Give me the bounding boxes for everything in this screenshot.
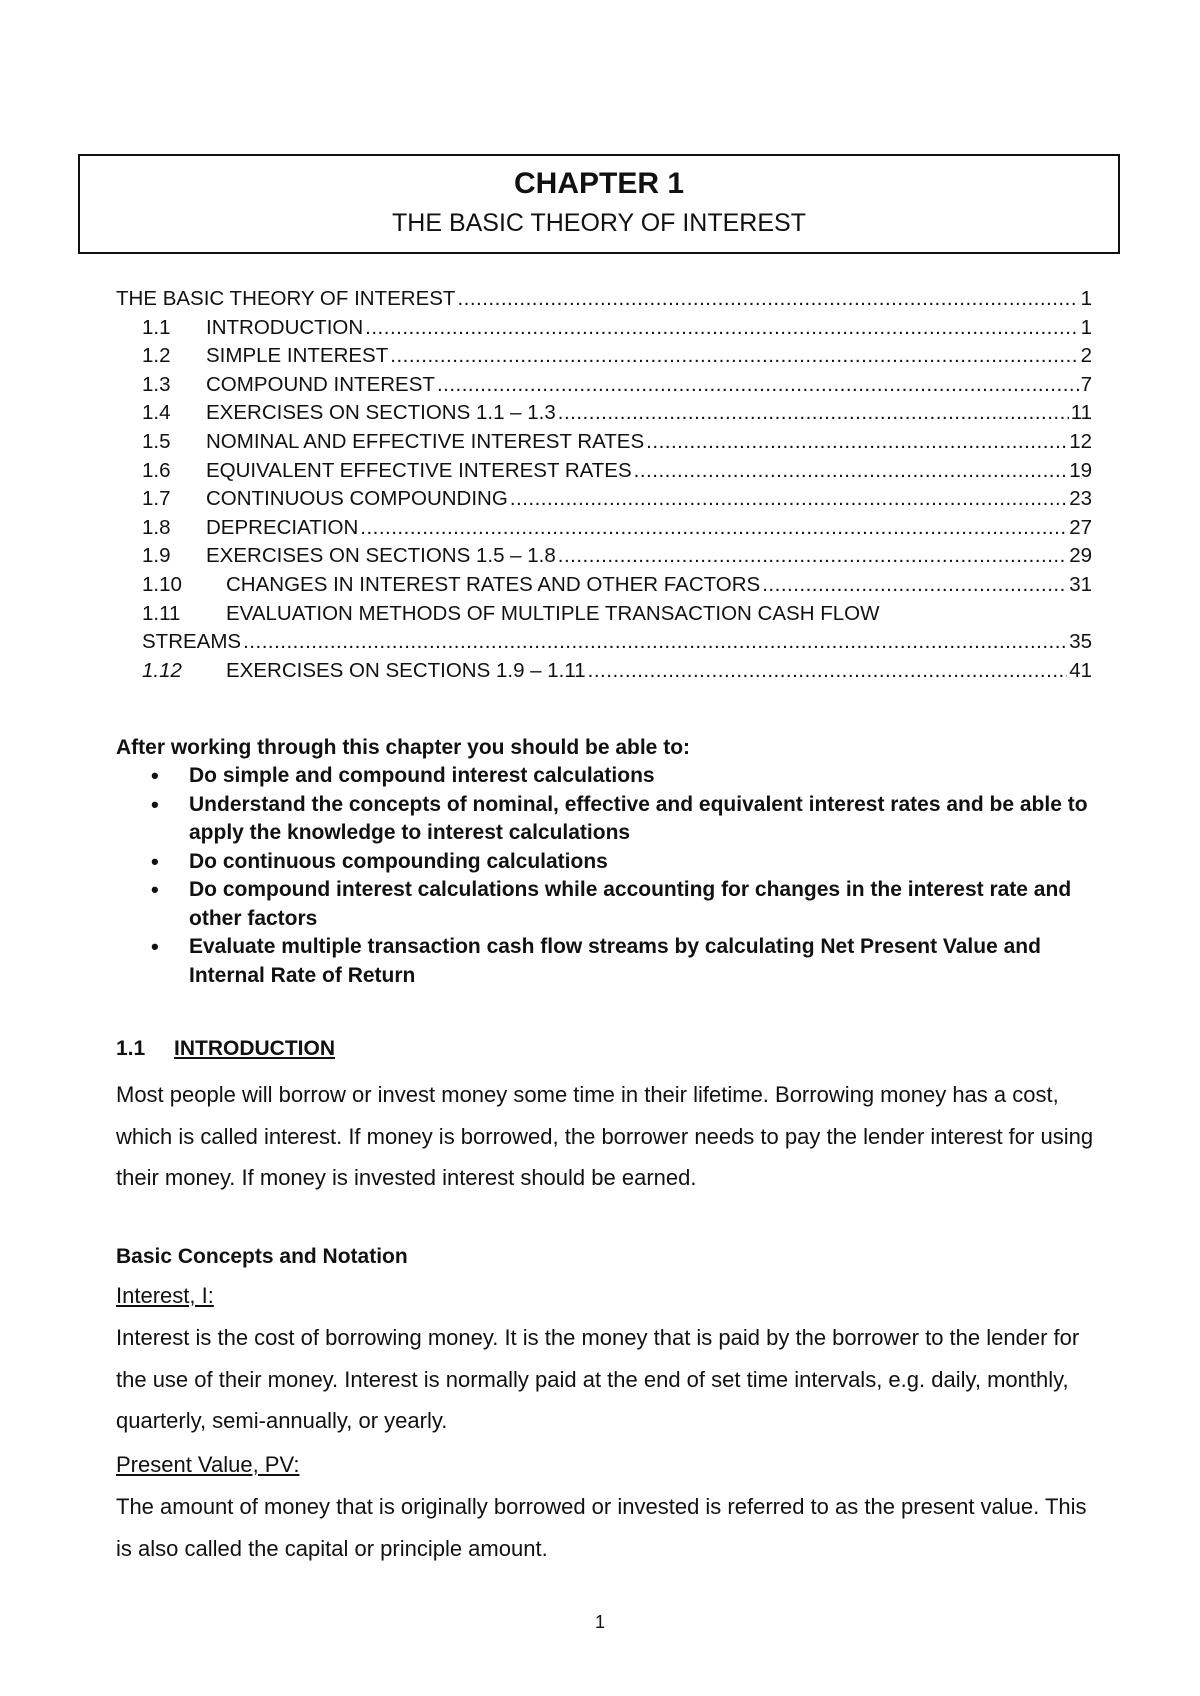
- toc-entry[interactable]: [116, 314, 1092, 343]
- toc-entry-number: 1.2: [142, 344, 171, 368]
- objective-item: [116, 933, 1096, 990]
- toc-entry-title: STREAMS: [142, 630, 242, 654]
- bullet-icon: •: [151, 791, 159, 817]
- present-value-paragraph: The amount of money that is originally borrowed or invested is referred to as the present value. This is also called the capital or principle amount.: [116, 1494, 1087, 1561]
- toc-entry-number: 1.10: [142, 572, 182, 596]
- toc-leader-dots: [360, 514, 1067, 543]
- toc-entry-number: 1.3: [142, 372, 171, 396]
- section-number: 1.1: [116, 1037, 146, 1060]
- bullet-icon: •: [151, 934, 159, 959]
- toc-leader-dots: [243, 628, 1067, 657]
- interest-label: Interest, I:: [116, 1283, 214, 1308]
- toc-leader-dots: [437, 371, 1079, 400]
- toc-entry[interactable]: [116, 371, 1092, 400]
- toc-entry-page: 35: [1069, 630, 1092, 654]
- toc-leader-dots: [510, 485, 1067, 514]
- toc-entry-title: SIMPLE INTEREST: [206, 344, 389, 368]
- toc-entry[interactable]: [116, 657, 1092, 686]
- toc-entry-page: 27: [1069, 515, 1092, 539]
- toc-entry-number: 1.6: [142, 458, 171, 482]
- toc-entry-title: COMPOUND INTEREST: [206, 372, 435, 396]
- objective-item: [116, 791, 1096, 848]
- toc-entry-page: 11: [1070, 401, 1092, 425]
- objective-text: Do continuous compounding calculations: [189, 849, 608, 873]
- toc-entry-page: 1: [1080, 287, 1092, 310]
- toc-entry-number: 1.5: [142, 429, 171, 453]
- toc-leader-dots: [365, 314, 1078, 343]
- objective-text: Evaluate multiple transaction cash flow streams by calculating Net Present Value and Internal Rate of Return: [189, 935, 1041, 987]
- objectives-list: [116, 762, 1096, 990]
- toc-entry-title: CHANGES IN INTEREST RATES AND OTHER FACTORS: [226, 572, 761, 596]
- toc-entry-page: 41: [1069, 658, 1092, 682]
- toc-entry[interactable]: [116, 542, 1092, 571]
- toc-entry-page: 19: [1069, 458, 1092, 482]
- objective-item: [116, 848, 1096, 877]
- toc-entry[interactable]: [116, 514, 1092, 543]
- page-number: 1: [594, 1612, 605, 1632]
- toc-leader-dots: [646, 428, 1067, 457]
- bullet-icon: •: [151, 877, 159, 902]
- toc-entry-title: EXERCISES ON SECTIONS 1.1 – 1.3: [206, 401, 556, 425]
- chapter-title: THE BASIC THEORY OF INTEREST: [392, 209, 806, 237]
- toc-entry-number: 1.4: [142, 401, 171, 425]
- section-heading: [116, 1037, 335, 1061]
- toc-entry-page: 12: [1069, 429, 1092, 453]
- toc-entry-page: 23: [1069, 487, 1092, 511]
- toc-entry[interactable]: [116, 600, 1092, 629]
- present-value-label: Present Value, PV:: [116, 1452, 300, 1477]
- toc-entry-title: EXERCISES ON SECTIONS 1.9 – 1.11: [226, 658, 586, 682]
- toc-entry-title: INTRODUCTION: [206, 315, 364, 339]
- toc-entry-page: 29: [1069, 544, 1092, 568]
- toc-leader-dots: [588, 657, 1068, 686]
- objective-text: Do simple and compound interest calculations: [189, 764, 655, 787]
- toc-entry-number: 1.12: [142, 658, 182, 682]
- toc-entry[interactable]: [116, 485, 1092, 514]
- objective-item: [116, 762, 1096, 791]
- toc-entry-page: 2: [1080, 344, 1092, 368]
- toc-entry-number: 1.11: [142, 601, 181, 625]
- objectives-intro: After working through this chapter you should be able to:: [116, 736, 691, 759]
- toc-entry-page: 31: [1069, 572, 1092, 596]
- objective-text: Do compound interest calculations while accounting for changes in the interest rate and other factors: [189, 878, 1072, 930]
- toc-leader-dots: [390, 342, 1078, 371]
- toc-entry-title: DEPRECIATION: [206, 515, 359, 539]
- toc-entry-page: 1: [1080, 315, 1092, 339]
- toc-entry-title: EVALUATION METHODS OF MULTIPLE TRANSACTION CASH FLOW: [226, 601, 880, 625]
- toc-leader-dots: [457, 285, 1078, 314]
- toc-leader-dots: [634, 457, 1068, 486]
- concepts-heading: Basic Concepts and Notation: [116, 1245, 408, 1268]
- toc-entry[interactable]: [116, 428, 1092, 457]
- chapter-number: CHAPTER 1: [513, 167, 685, 200]
- chapter-header-box: [78, 154, 1120, 254]
- objective-text: Understand the concepts of nominal, effective and equivalent interest rates and be able to apply the knowledge to interest calculations: [189, 792, 1088, 844]
- toc-entry-page: 7: [1080, 372, 1092, 396]
- toc-entry-number: 1.7: [142, 487, 171, 511]
- toc-entry[interactable]: [116, 399, 1092, 428]
- toc-entry-number: 1.9: [142, 544, 171, 568]
- table-of-contents: [116, 285, 1092, 685]
- learning-objectives: [116, 733, 1096, 990]
- toc-entry-title: CONTINUOUS COMPOUNDING: [206, 487, 508, 511]
- toc-entry[interactable]: [116, 285, 1092, 314]
- toc-entry-continuation[interactable]: [116, 628, 1092, 657]
- toc-leader-dots: [558, 542, 1067, 571]
- toc-entry-number: 1.8: [142, 515, 171, 539]
- toc-entry[interactable]: [116, 342, 1092, 371]
- intro-paragraph: Most people will borrow or invest money some time in their lifetime. Borrowing money has a cost, which is called interest. If money is borrowed, the borrower needs to pay the lender interest for using their money. If money is invested interest should be earned.: [116, 1082, 1094, 1190]
- bullet-icon: •: [151, 763, 159, 788]
- toc-entry-number: 1.1: [142, 315, 171, 339]
- interest-paragraph: Interest is the cost of borrowing money. It is the money that is paid by the borrower to the lender for the use of their money. Interest is normally paid at the end of set time intervals, e.g. daily, monthly, quarterly, semi-annually, or yearly.: [116, 1325, 1080, 1433]
- section-title: INTRODUCTION: [174, 1037, 335, 1060]
- bullet-icon: •: [151, 848, 159, 874]
- objective-item: [116, 876, 1096, 933]
- toc-leader-dots: [558, 399, 1069, 428]
- toc-entry-title: EQUIVALENT EFFECTIVE INTEREST RATES: [206, 458, 632, 482]
- toc-leader-dots: [762, 571, 1067, 600]
- toc-entry-title: EXERCISES ON SECTIONS 1.5 – 1.8: [206, 544, 556, 568]
- toc-entry[interactable]: [116, 571, 1092, 600]
- toc-entry-title: THE BASIC THEORY OF INTEREST: [116, 287, 456, 310]
- toc-entry[interactable]: [116, 457, 1092, 486]
- toc-entry-title: NOMINAL AND EFFECTIVE INTEREST RATES: [206, 429, 645, 453]
